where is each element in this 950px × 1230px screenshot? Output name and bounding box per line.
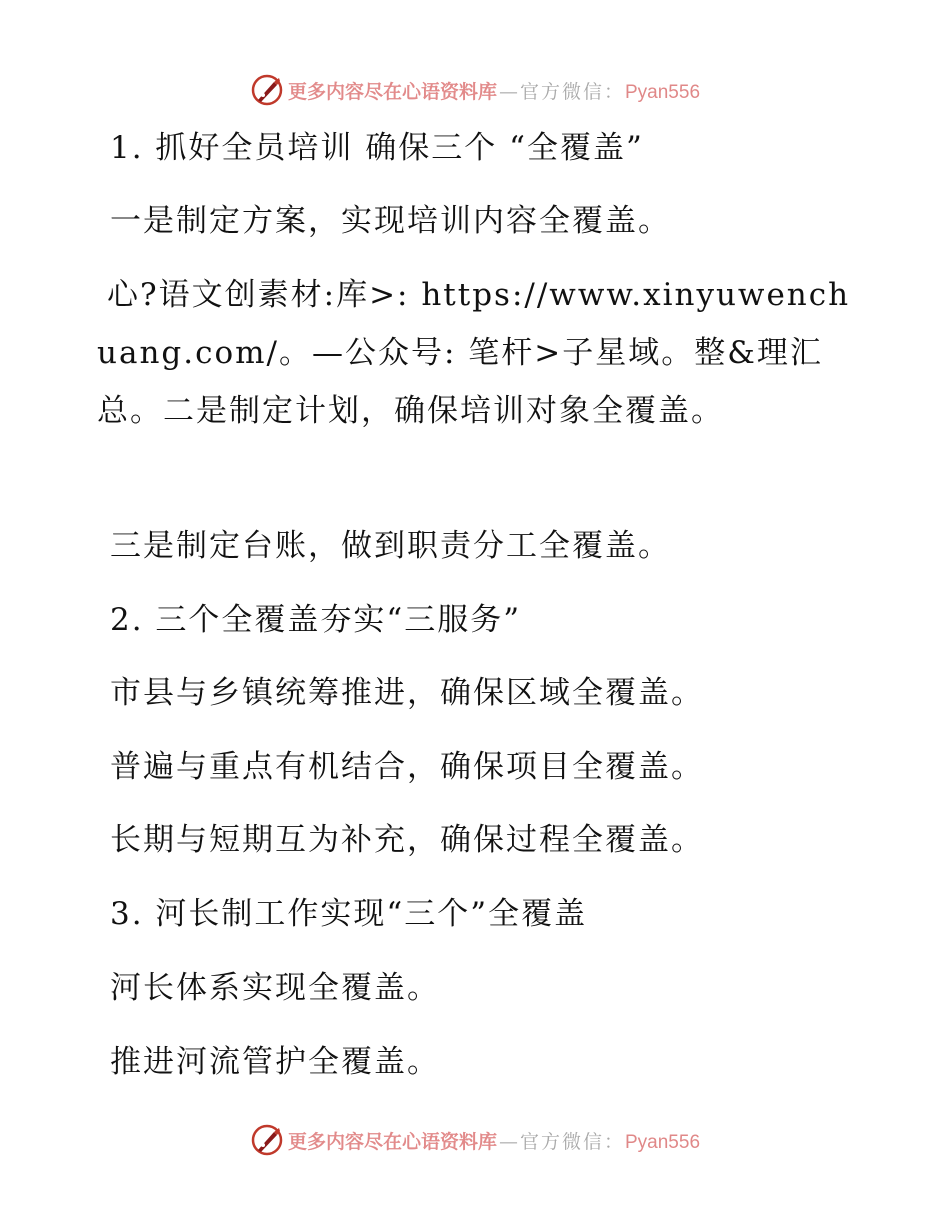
paragraph-1: 一是制定方案，实现培训内容全覆盖。 <box>110 203 671 239</box>
paragraph-8: 推进河流管护全覆盖。 <box>110 1044 440 1080</box>
footer-wechat-id: Pyan556 <box>625 1131 701 1153</box>
paragraph-4: 市县与乡镇统筹推进，确保区域全覆盖。 <box>110 675 704 711</box>
footer-official-label: 官方微信： <box>519 1130 625 1153</box>
heading-3: 3. 河长制工作实现“三个”全覆盖 <box>110 896 588 932</box>
paragraph-6: 长期与短期互为补充，确保过程全覆盖。 <box>110 822 704 858</box>
paragraph-2 <box>97 266 857 440</box>
paragraph-7: 河长体系实现全覆盖。 <box>110 970 440 1006</box>
footer-main-text: 更多内容尽在心语资料库 <box>287 1130 497 1153</box>
heading-2: 2. 三个全覆盖夯实“三服务” <box>110 602 522 638</box>
quill-pen-logo-icon <box>250 1123 284 1157</box>
banner-official-label: 官方微信： <box>519 80 625 103</box>
heading-1: 1. 抓好全员培训 确保三个 “全覆盖” <box>110 130 644 166</box>
paragraph-5: 普遍与重点有机结合，确保项目全覆盖。 <box>110 749 704 785</box>
paragraph-2-text: 心?语文创素材:库>: https://www.xinyuwenchuang.com/。—公众号: 笔杆>子星域。整&理汇总。二是制定计划，确保培训对象全覆盖。 <box>97 277 851 429</box>
paragraph-3: 三是制定台账，做到职责分工全覆盖。 <box>110 528 671 564</box>
header-banner <box>0 70 950 110</box>
footer-banner <box>0 1120 950 1160</box>
footer-dash: — <box>498 1130 518 1153</box>
banner-main-text: 更多内容尽在心语资料库 <box>287 80 497 103</box>
banner-dash: — <box>498 80 518 103</box>
quill-pen-logo-icon <box>250 73 284 107</box>
banner-wechat-id: Pyan556 <box>625 81 701 103</box>
